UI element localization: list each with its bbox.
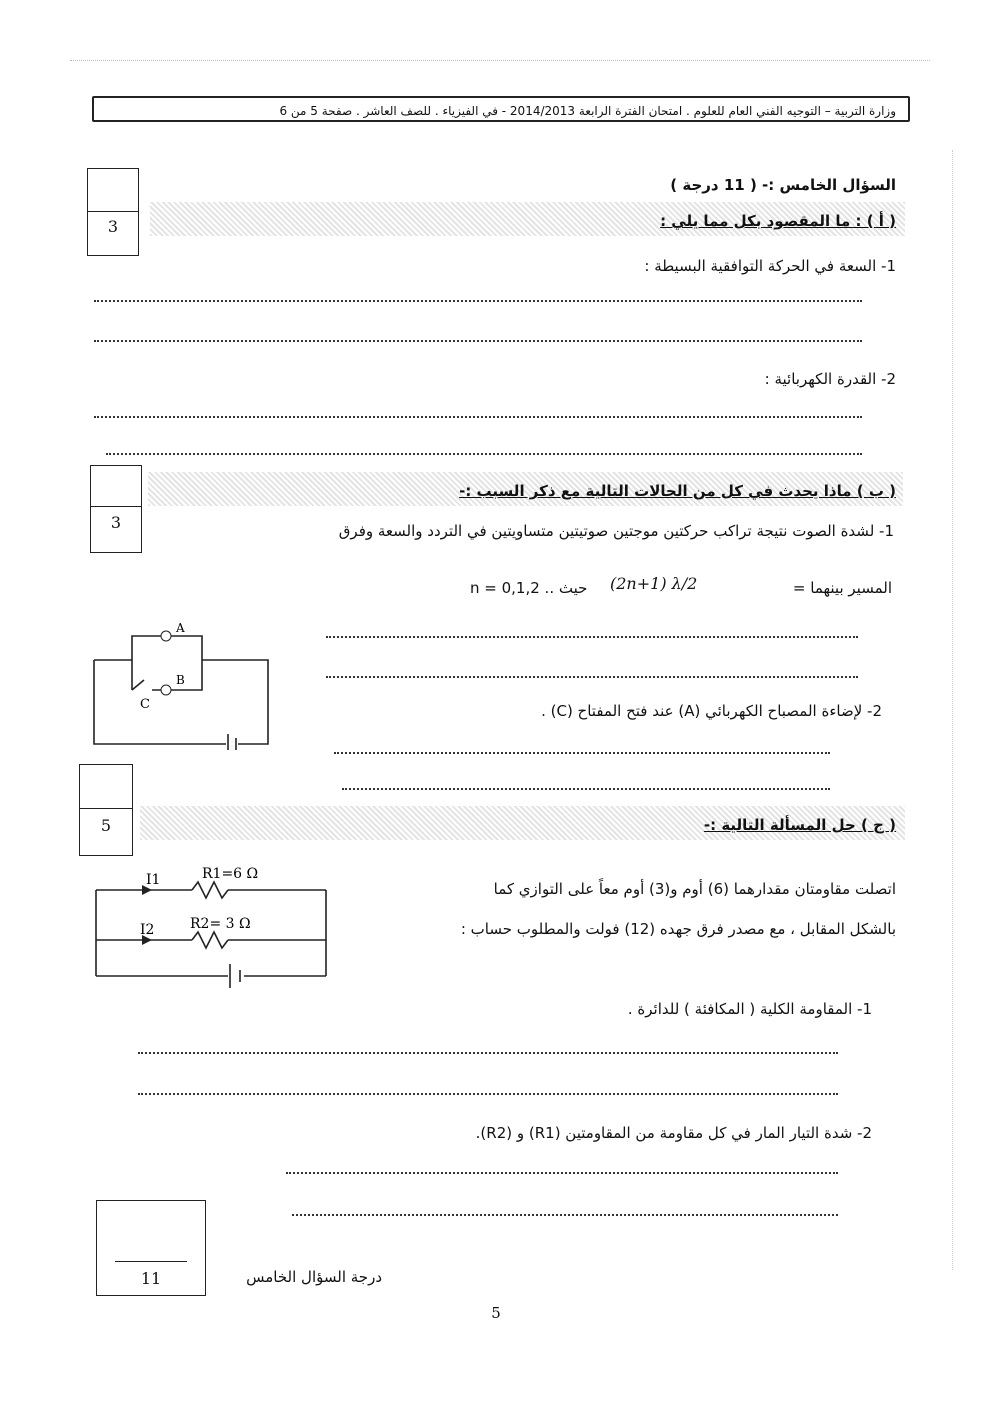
part-c-heading: ( ج ) حل المسألة التالية :- bbox=[703, 816, 896, 834]
score-box-part-c bbox=[79, 764, 133, 856]
answer-line[interactable] bbox=[342, 788, 830, 790]
score-value: 5 bbox=[100, 816, 112, 835]
label-r1: R1=6 Ω bbox=[202, 866, 259, 882]
part-c-intro-line-2: بالشكل المقابل ، مع مصدر فرق جهده (12) فولت والمطلوب حساب : bbox=[460, 920, 896, 938]
label-r2: R2= 3 Ω bbox=[190, 916, 251, 932]
score-box-part-a bbox=[87, 168, 139, 256]
label-c: C bbox=[140, 697, 150, 712]
total-label: درجة السؤال الخامس bbox=[246, 1268, 382, 1286]
label-i2: I2 bbox=[140, 922, 155, 938]
label-b: B bbox=[176, 673, 185, 687]
wave-formula: (2n+1) λ/2 bbox=[610, 574, 698, 593]
answer-line[interactable] bbox=[94, 340, 862, 342]
score-value: 3 bbox=[110, 513, 122, 532]
formula-condition: حيث .. n = 0,1,2 bbox=[470, 579, 588, 597]
answer-line[interactable] bbox=[326, 676, 858, 678]
scan-noise-right bbox=[952, 150, 953, 1270]
scan-noise-top bbox=[70, 60, 930, 61]
part-b-item-1-line-1: 1- لشدة الصوت نتيجة تراكب حركتين موجتين صوتيتين متساويتين في التردد والسعة وفرق bbox=[338, 522, 894, 540]
answer-line[interactable] bbox=[292, 1214, 838, 1216]
answer-line[interactable] bbox=[106, 453, 862, 455]
answer-line[interactable] bbox=[138, 1052, 838, 1054]
total-score-box bbox=[96, 1200, 206, 1296]
label-i1: I1 bbox=[146, 872, 161, 888]
part-c-item-1: 1- المقاومة الكلية ( المكافئة ) للدائرة . bbox=[627, 1000, 872, 1018]
answer-line[interactable] bbox=[326, 636, 858, 638]
score-box-part-b bbox=[90, 465, 142, 553]
total-score-value: 11 bbox=[140, 1269, 162, 1288]
part-c-item-2: 2- شدة التيار المار في كل مقاومة من المقاومتين (R1) و (R2). bbox=[475, 1124, 872, 1142]
part-a-item-1: 1- السعة في الحركة التوافقية البسيطة : bbox=[644, 257, 896, 275]
answer-line[interactable] bbox=[334, 752, 830, 754]
score-value: 3 bbox=[107, 217, 119, 236]
parallel-resistor-circuit bbox=[92, 858, 342, 998]
answer-line[interactable] bbox=[94, 300, 862, 302]
part-b-heading: ( ب ) ماذا يحدث في كل من الحالات التالية مع ذكر السبب :- bbox=[459, 482, 896, 500]
page-header: وزارة التربية – التوجيه الفني العام للعلوم . امتحان الفترة الرابعة 2014/2013 - في الفيزياء . للصف العاشر . صفحة 5 من 6 bbox=[92, 96, 910, 122]
lamp-a-icon bbox=[161, 631, 171, 641]
label-a: A bbox=[176, 621, 185, 635]
answer-line[interactable] bbox=[94, 416, 862, 418]
lamp-b-icon bbox=[161, 685, 171, 695]
part-a-heading: ( أ ) : ما المقصود بكل مما يلي : bbox=[660, 212, 896, 230]
part-c-intro-line-1: اتصلت مقاومتان مقدارهما (6) أوم و(3) أوم معاً على التوازي كما bbox=[493, 880, 896, 898]
page-number: 5 bbox=[491, 1304, 501, 1322]
answer-line[interactable] bbox=[286, 1172, 838, 1174]
lamp-switch-circuit bbox=[88, 614, 274, 750]
part-b-item-2: 2- لإضاءة المصباح الكهربائي (A) عند فتح المفتاح (C) . bbox=[541, 702, 882, 720]
part-a-item-2: 2- القدرة الكهربائية : bbox=[764, 370, 896, 388]
question-title: السؤال الخامس :- ( 11 درجة ) bbox=[670, 176, 896, 194]
answer-line[interactable] bbox=[138, 1093, 838, 1095]
part-b-item-1-line-2: المسير بينهما = bbox=[792, 579, 892, 597]
